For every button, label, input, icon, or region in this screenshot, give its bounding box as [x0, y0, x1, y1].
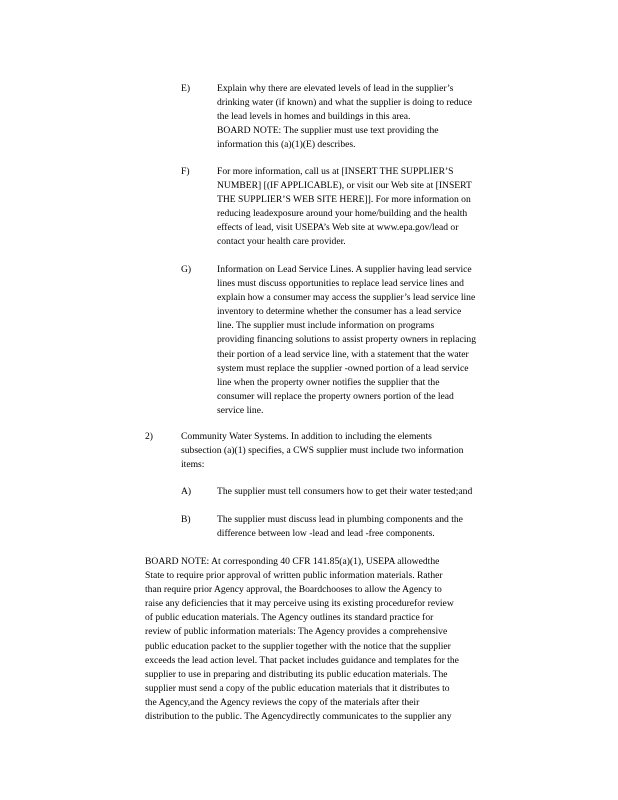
text-line: THE SUPPLIER’S WEB SITE HERE]]. For more information on	[217, 194, 471, 206]
item-text	[217, 263, 539, 418]
text-line: lines must discuss opportunities to replace lead service lines and	[217, 278, 464, 290]
text-line: public education packet to the supplier together with the notice that the supplier	[145, 640, 451, 652]
text-line: exceeds the lead action level. That packet includes guidance and templates for the	[145, 654, 459, 666]
text-line: inventory to determine whether the consumer has a lead service	[217, 306, 462, 318]
text-line: subsection (a)(1) specifies, a CWS supplier must include two information	[181, 445, 464, 457]
board-note-paragraph	[145, 555, 542, 724]
text-line: the lead levels in homes and buildings in this area.	[217, 111, 411, 123]
item-text	[217, 485, 539, 499]
item-marker: 2)	[145, 431, 153, 442]
item-marker: B)	[181, 514, 191, 525]
text-line: items:	[181, 459, 205, 471]
text-line: providing financing solutions to assist property owners in replacing	[217, 334, 476, 346]
text-line: supplier must send a copy of the public education materials that it distributes to	[145, 682, 450, 694]
text-line: effects of lead, visit USEPA’s Web site at www.epa.gov/lead or	[217, 222, 459, 234]
item-marker: A)	[181, 486, 192, 497]
item-text	[217, 165, 539, 250]
item-marker: E)	[181, 83, 191, 94]
text-line: reducing leadexposure around your home/building and the health	[217, 208, 468, 220]
text-line: the Agency,and the Agency reviews the copy of the materials after their	[145, 696, 420, 708]
text-line: raise any deficiencies that it may perceive using its existing procedurefor review	[145, 598, 454, 610]
item-text	[217, 82, 539, 152]
text-line: NUMBER] [(IF APPLICABLE), or visit our Web site at [INSERT	[217, 180, 472, 192]
text-line: For more information, call us at [INSERT THE SUPPLIER’S	[217, 166, 454, 177]
item-marker: G)	[181, 264, 192, 275]
text-line: information this (a)(1)(E) describes.	[217, 139, 356, 151]
text-line: BOARD NOTE: At corresponding 40 CFR 141.85(a)(1), USEPA allowedthe	[145, 556, 440, 567]
text-line: The supplier must tell consumers how to get their water tested;and	[217, 486, 473, 497]
text-line: than require prior Agency approval, the Boardchooses to allow the Agency to	[145, 584, 442, 596]
text-line: distribution to the public. The Agencydirectly communicates to the supplier any	[145, 711, 452, 723]
text-line: service line.	[217, 404, 264, 416]
text-line: system must replace the supplier -owned portion of a lead service	[217, 362, 469, 374]
text-line: State to require prior approval of written public information materials. Rather	[145, 570, 443, 582]
text-line: explain how a consumer may access the supplier’s lead service line	[217, 292, 476, 304]
text-line: difference between low -lead and lead -free components.	[217, 528, 435, 540]
text-line: line when the property owner notifies the supplier that the	[217, 376, 440, 388]
text-line: line. The supplier must include information on programs	[217, 320, 435, 332]
text-line: BOARD NOTE: The supplier must use text providing the	[217, 125, 439, 137]
text-line: review of public information materials: The Agency provides a comprehensive	[145, 626, 448, 638]
item-text	[217, 513, 539, 541]
text-line: of public education materials. The Agency outlines its standard practice for	[145, 612, 434, 624]
text-line: Information on Lead Service Lines. A supplier having lead service	[217, 264, 472, 275]
text-line: Community Water Systems. In addition to including the elements	[181, 431, 432, 442]
text-line: consumer will replace the property owners portion of the lead	[217, 390, 454, 402]
text-line: supplier to use in preparing and distributing its public education materials. The	[145, 668, 448, 680]
text-line: their portion of a lead service line, with a statement that the water	[217, 348, 469, 360]
text-line: contact your health care provider.	[217, 236, 346, 248]
item-text	[181, 430, 526, 472]
text-line: Explain why there are elevated levels of lead in the supplier’s	[217, 83, 454, 94]
text-line: The supplier must discuss lead in plumbing components and the	[217, 514, 463, 525]
item-marker: F)	[181, 166, 190, 177]
text-line: drinking water (if known) and what the supplier is doing to reduce	[217, 97, 472, 109]
